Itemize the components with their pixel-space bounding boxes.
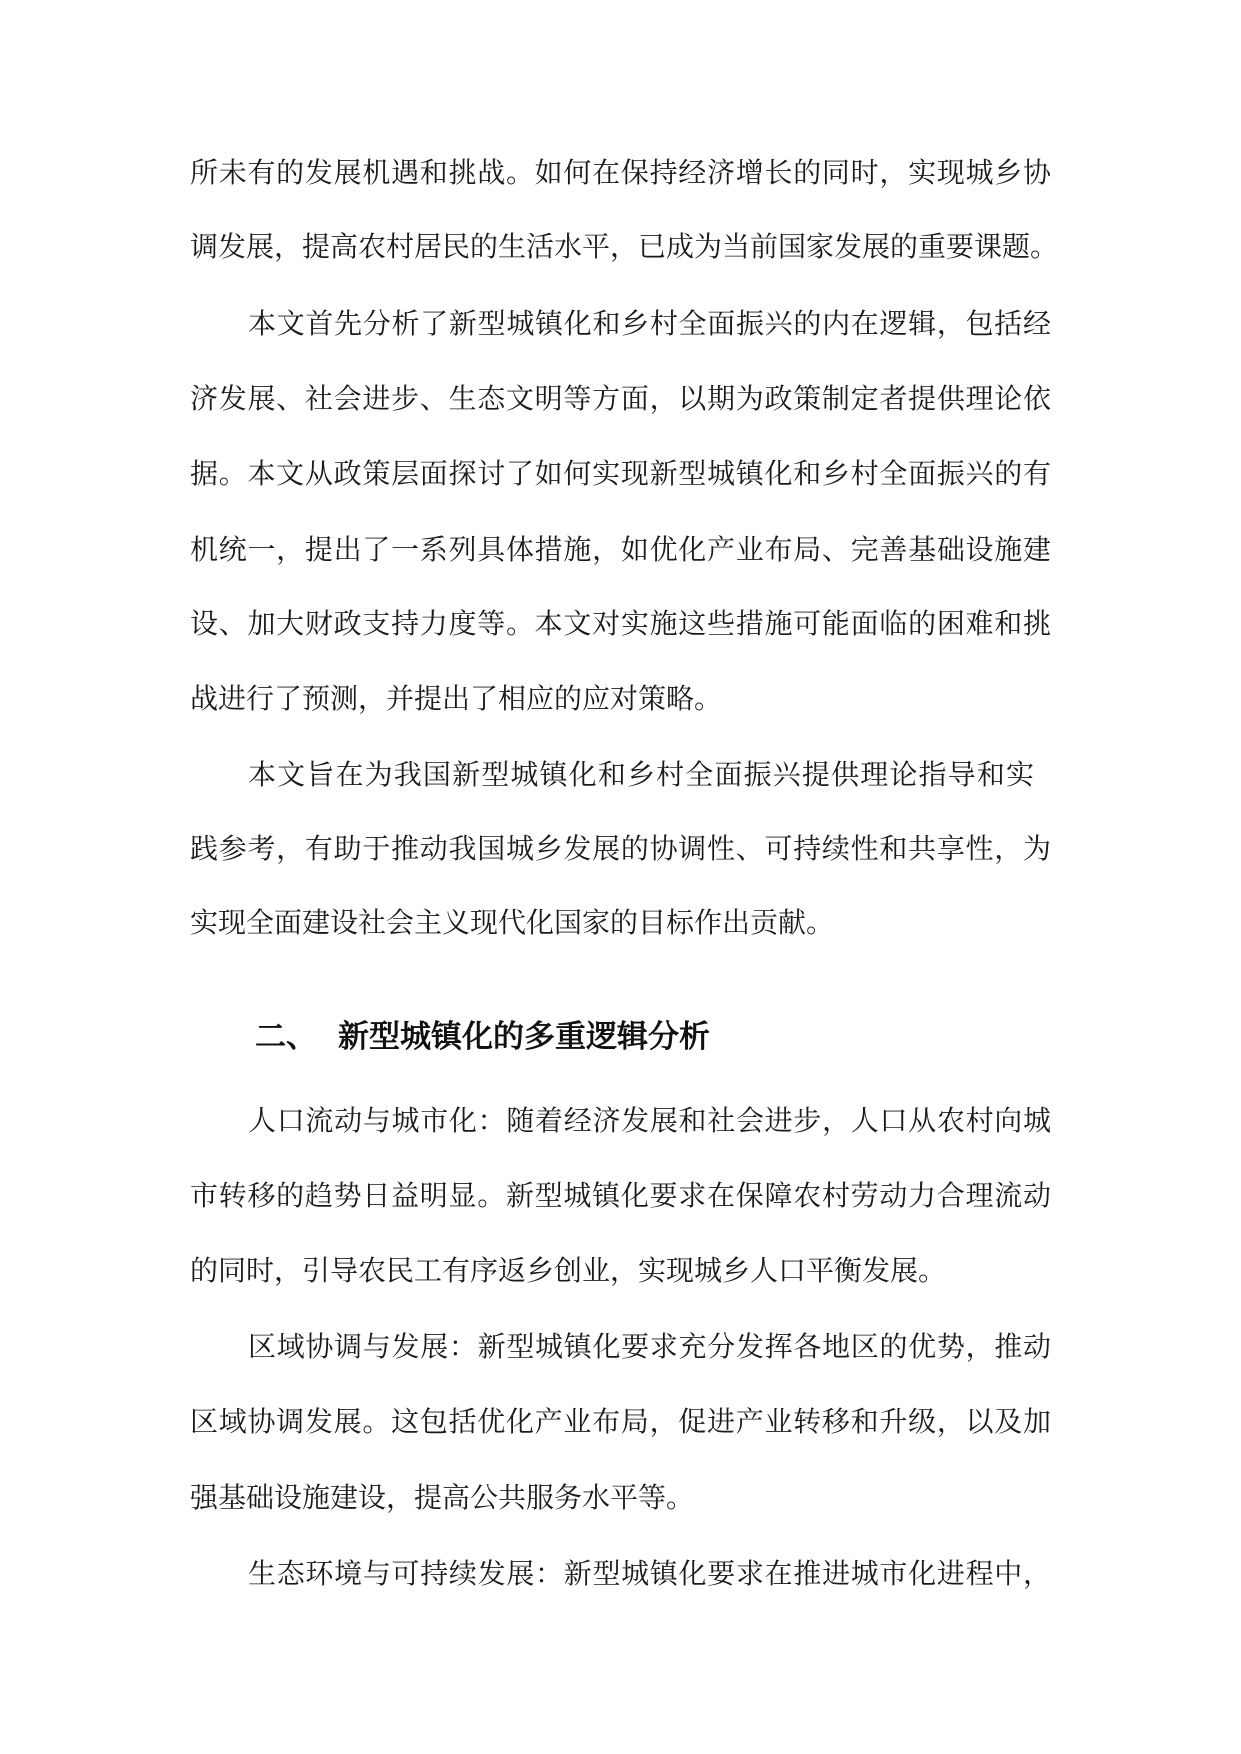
- paragraph-line: 践参考，有助于推动我国城乡发展的协调性、可持续性和共享性，为: [190, 832, 1051, 865]
- paragraph-line: 设、加大财政支持力度等。本文对实施这些措施可能面临的困难和挑: [190, 607, 1051, 640]
- paragraph-line: 调发展，提高农村居民的生活水平，已成为当前国家发展的重要课题。: [190, 230, 1059, 263]
- section-title: 新型城镇化的多重逻辑分析: [338, 1019, 710, 1055]
- paragraph-line: 强基础设施建设，提高公共服务水平等。: [190, 1481, 695, 1514]
- paragraph-line: 实现全面建设社会主义现代化国家的目标作出贡献。: [190, 906, 835, 939]
- paragraph-line: 济发展、社会进步、生态文明等方面，以期为政策制定者提供理论依: [190, 382, 1051, 415]
- paragraph-line: 区域协调与发展：新型城镇化要求充分发挥各地区的优势，推动: [248, 1330, 1051, 1363]
- paragraph-line: 市转移的趋势日益明显。新型城镇化要求在保障农村劳动力合理流动: [190, 1179, 1051, 1212]
- paragraph-line: 生态环境与可持续发展：新型城镇化要求在推进城市化进程中，: [248, 1557, 1051, 1590]
- section-heading: [0, 1015, 1241, 1059]
- paragraph-line: 战进行了预测，并提出了相应的应对策略。: [190, 682, 723, 715]
- paragraph-line: 所未有的发展机遇和挑战。如何在保持经济增长的同时，实现城乡协: [190, 156, 1051, 189]
- paragraph-line: 机统一，提出了一系列具体措施，如优化产业布局、完善基础设施建: [190, 533, 1051, 566]
- paragraph-line: 区域协调发展。这包括优化产业布局，促进产业转移和升级，以及加: [190, 1405, 1051, 1438]
- paragraph-line: 人口流动与城市化：随着经济发展和社会进步，人口从农村向城: [248, 1104, 1051, 1137]
- paragraph-line: 的同时，引导农民工有序返乡创业，实现城乡人口平衡发展。: [190, 1254, 947, 1287]
- paragraph-line: 本文旨在为我国新型城镇化和乡村全面振兴提供理论指导和实: [248, 758, 1034, 791]
- paragraph-line: 本文首先分析了新型城镇化和乡村全面振兴的内在逻辑，包括经: [248, 307, 1051, 340]
- paragraph-line: 据。本文从政策层面探讨了如何实现新型城镇化和乡村全面振兴的有: [190, 457, 1051, 490]
- section-number: 二、: [255, 1019, 317, 1055]
